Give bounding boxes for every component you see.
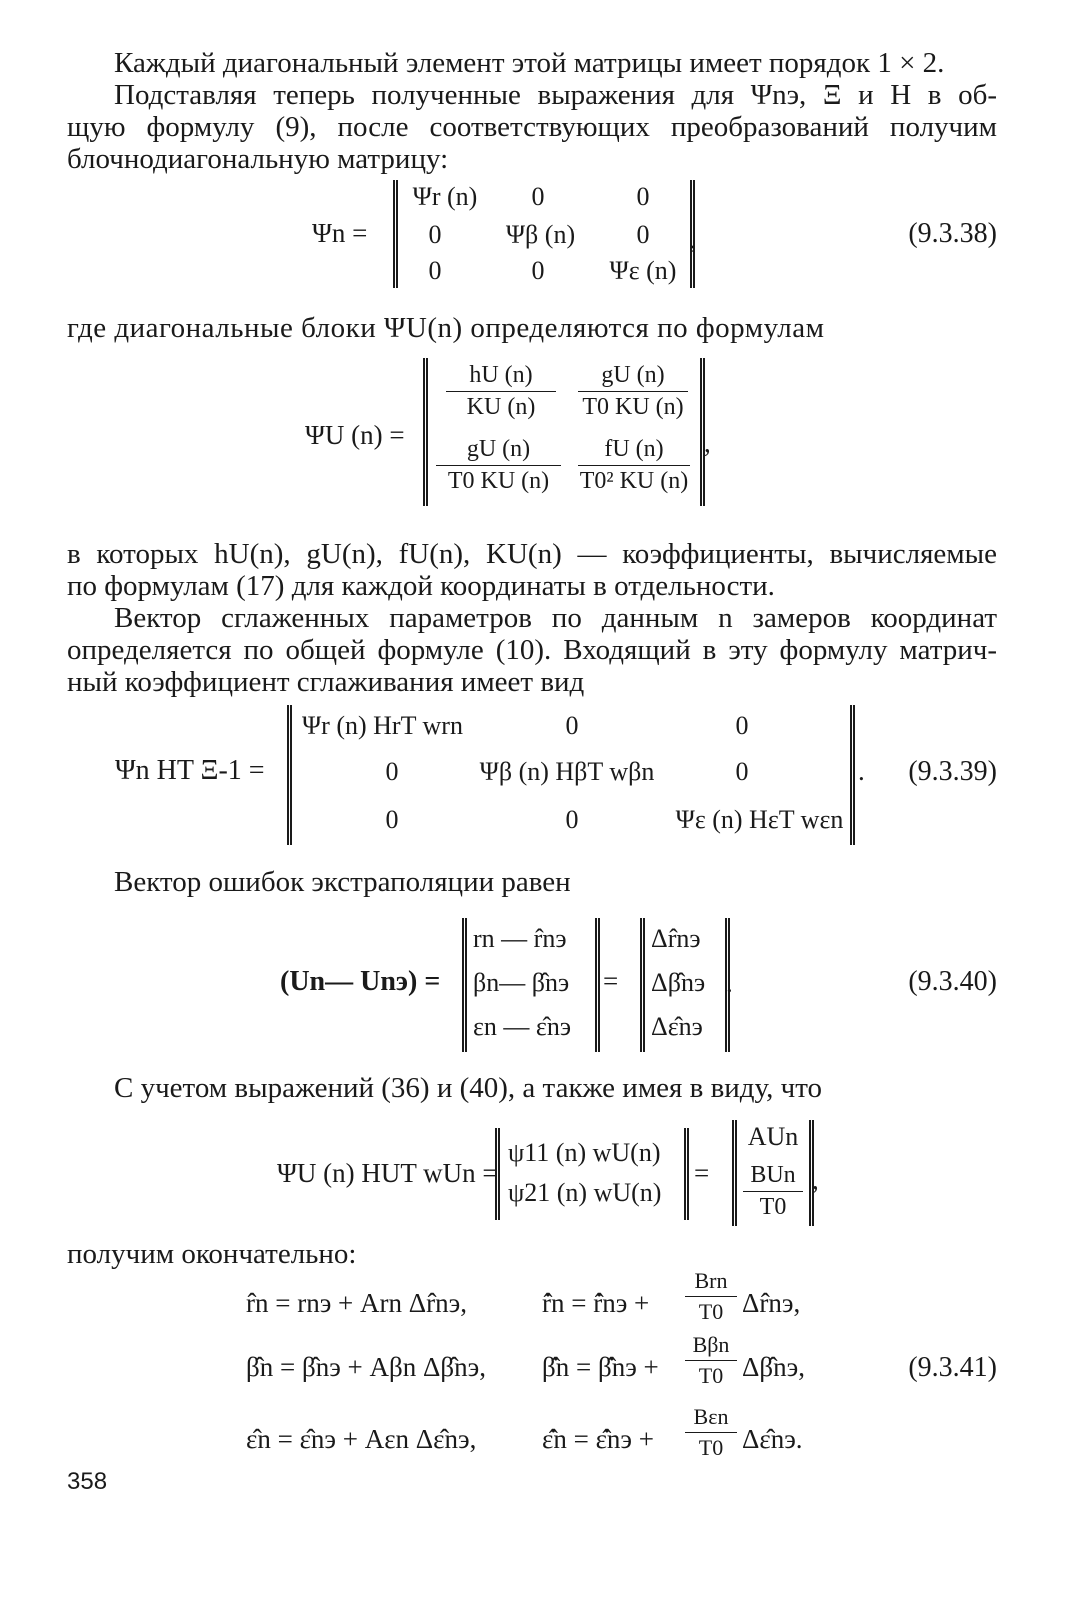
eq38-lhs: Ψn = — [312, 218, 368, 248]
text-line: Вектор сглаженных параметров по данным n замеров координат — [114, 602, 997, 634]
matrix-cell: 0 — [385, 757, 399, 786]
matrix-cell: 0 — [735, 757, 749, 786]
numerator: BUn — [743, 1162, 803, 1192]
matrix-cell: Ψε (n) — [609, 256, 677, 285]
matrix-error-delta — [640, 918, 730, 1052]
matrix-cell: 0 — [735, 711, 749, 740]
eq41-row-r-b: r̂̇n = r̂̇nэ + — [542, 1288, 650, 1318]
eq41-row-beta-b: β̂̇n = β̂̇nэ + — [542, 1352, 659, 1382]
numerator: fU (n) — [578, 436, 690, 466]
fraction — [578, 436, 690, 495]
matrix-AB — [732, 1120, 814, 1226]
matrix-cell: 0 — [531, 182, 545, 211]
numerator: Bβn — [685, 1332, 737, 1361]
numerator: Brn — [685, 1268, 737, 1297]
fraction — [446, 362, 556, 421]
text-line: ный коэффициент сглаживания имеет вид — [67, 666, 585, 698]
eq41-row-r-c: Δr̂nэ, — [742, 1288, 801, 1318]
eq41-row-eps-b: ε̂̇n = ε̂̇nэ + — [542, 1424, 654, 1454]
paragraph-error-vector — [67, 866, 997, 898]
text-line: получим окончательно: — [67, 1238, 357, 1270]
paragraph-blocks — [67, 312, 997, 344]
text-line: определяется по общей формуле (10). Входящий в эту формулу матрич- — [67, 634, 997, 666]
comma: , — [812, 1165, 819, 1195]
eq-number-9-3-41: (9.3.41) — [908, 1352, 997, 1383]
paragraph-finally — [67, 1238, 997, 1270]
fraction — [685, 1332, 737, 1389]
matrix-cell: rn — r̂nэ — [473, 924, 567, 953]
matrix-cell: βn— β̂nэ — [473, 968, 570, 997]
psiH-lhs: ΨU (n) HUT wUn = — [277, 1158, 498, 1188]
fraction — [436, 436, 561, 495]
eq40-lhs: (Un— Unэ) = — [280, 966, 441, 997]
page-number: 358 — [67, 1468, 108, 1495]
denominator: T0 — [698, 1299, 724, 1324]
eq41-row-eps-a: ε̂n = ε̂nэ + Aεn Δε̂nэ, — [246, 1424, 477, 1454]
paragraph-given — [67, 1072, 997, 1104]
equals-sign: = — [603, 966, 619, 996]
denominator: T0 KU (n) — [447, 468, 550, 494]
fraction — [685, 1268, 737, 1325]
text-line: Каждый диагональный элемент этой матрицы имеет порядок 1 × 2. — [114, 47, 945, 79]
paragraph-intro — [67, 47, 997, 175]
fraction — [685, 1404, 737, 1461]
matrix-cell: Ψε (n) HεT wεn — [675, 805, 844, 834]
numerator: gU (n) — [436, 436, 561, 466]
denominator: T0² KU (n) — [579, 468, 689, 494]
matrix-cell: 0 — [428, 220, 442, 249]
eq41-row-beta-a: β̂n = β̂nэ + Aβn Δβ̂nэ, — [246, 1352, 486, 1382]
denominator: T0 — [759, 1194, 787, 1220]
matrix-cell: εn — ε̂nэ — [473, 1012, 571, 1041]
matrix-error-diff — [462, 918, 600, 1052]
matrix-cell: Ψr (n) HrT wrn — [302, 711, 463, 740]
eq41-row-r-a: r̂n = rnэ + Arn Δr̂nэ, — [246, 1288, 467, 1318]
period: . — [858, 756, 865, 786]
numerator: gU (n) — [578, 362, 688, 392]
matrix-cell: ψ21 (n) wU(n) — [508, 1178, 662, 1207]
text-line: в которых hU(n), gU(n), fU(n), KU(n) — коэффициенты, вычисляемые — [67, 538, 997, 570]
matrix-smoothing-coef — [287, 705, 855, 845]
eq-number-9-3-40: (9.3.40) — [908, 966, 997, 997]
text-line: С учетом выражений (36) и (40), а также имея в виду, что — [114, 1072, 823, 1104]
eq39-lhs: Ψn HT Ξ-1 = — [115, 755, 265, 786]
text-line: где диагональные блоки ΨU(n) определяются по формулам — [67, 312, 825, 344]
text-line: блочнодиагональную матрицу: — [67, 143, 449, 175]
eq-number-9-3-39: (9.3.39) — [908, 756, 997, 787]
matrix-psi-U — [423, 358, 705, 506]
matrix-cell: 0 — [565, 805, 579, 834]
matrix-cell: 0 — [428, 256, 442, 285]
matrix-cell: Ψβ (n) HβT wβn — [479, 757, 655, 786]
denominator: T0 — [698, 1435, 724, 1460]
matrix-cell: Δβ̂nэ — [651, 968, 706, 997]
matrix-psi-n — [393, 180, 695, 288]
text-line: Вектор ошибок экстраполяции равен — [114, 866, 571, 898]
denominator: T0 KU (n) — [582, 394, 684, 420]
matrix-cell: Δr̂nэ — [651, 924, 701, 953]
numerator: hU (n) — [446, 362, 556, 392]
matrix-cell: Ψβ (n) — [505, 220, 576, 249]
denominator: T0 — [698, 1363, 724, 1388]
matrix-cell: Δε̂nэ — [651, 1012, 703, 1041]
matrix-cell: 0 — [565, 711, 579, 740]
eq41-row-eps-c: Δε̂nэ. — [742, 1424, 803, 1454]
text-line: Подставляя теперь полученные выражения для Ψnэ, Ξ и H в об- — [114, 79, 997, 111]
equals-sign: = — [694, 1158, 710, 1188]
numerator: Bεn — [685, 1404, 737, 1433]
fraction — [743, 1162, 803, 1221]
matrix-cell: 0 — [636, 220, 650, 249]
eq-number-9-3-38: (9.3.38) — [908, 218, 997, 249]
fraction — [578, 362, 688, 421]
matrix-cell: ψ11 (n) wU(n) — [508, 1138, 661, 1167]
matrix-cell: 0 — [636, 182, 650, 211]
text-line: по формулам (17) для каждой координаты в отдельности. — [67, 570, 775, 602]
matrix-cell: 0 — [385, 805, 399, 834]
comma: , — [704, 428, 711, 458]
psiU-lhs: ΨU (n) = — [305, 420, 405, 450]
denominator: KU (n) — [466, 394, 536, 420]
eq41-row-beta-c: Δβ̂nэ, — [742, 1352, 805, 1382]
text-line: щую формулу (9), после соответствующих преобразований получим — [67, 111, 997, 143]
period: . — [726, 968, 733, 998]
paragraph-coefficients — [67, 538, 997, 698]
matrix-cell: AUn — [747, 1122, 799, 1151]
matrix-cell: 0 — [531, 256, 545, 285]
matrix-cell: Ψr (n) — [412, 182, 478, 211]
matrix-psi-w — [495, 1128, 689, 1220]
comma: , — [690, 225, 697, 254]
